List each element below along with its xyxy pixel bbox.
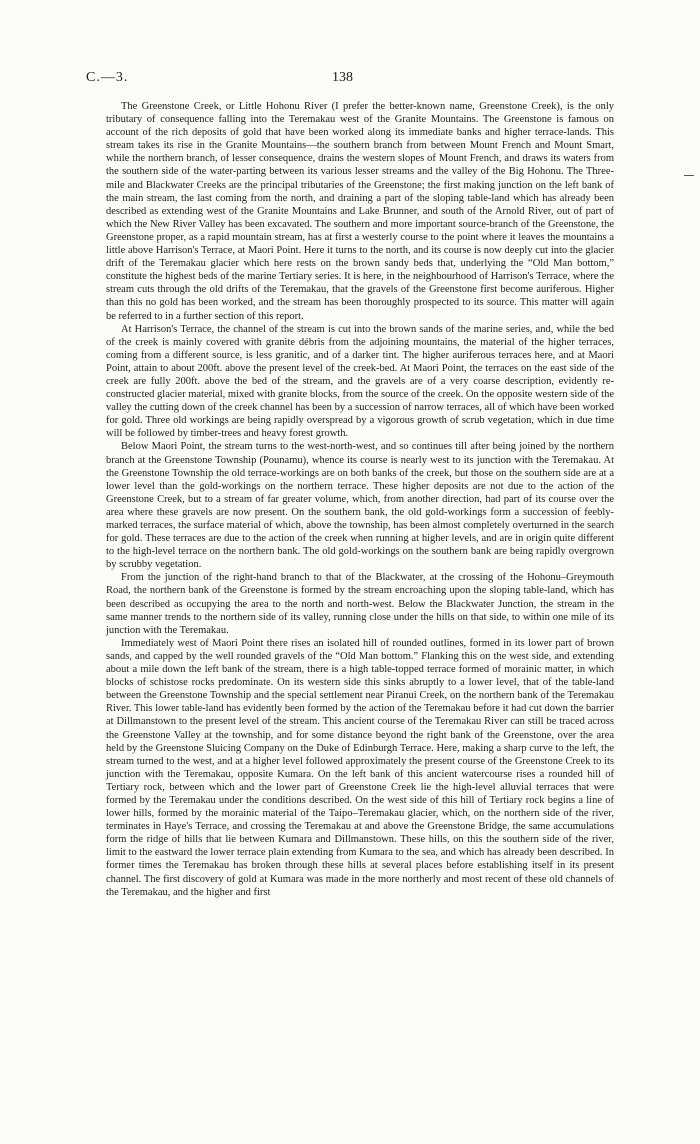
paragraph-greenstone-creek: The Greenstone Creek, or Little Hohonu River (I prefer the better-known name, Greenstone Creek), is the only tributary of consequence falling into the Teremakau west of the Granite Mountains. The Greenstone is famous on account of the rich deposits of gold that have been worked along its immediate banks and higher terrace-lands. This stream takes its rise in the Granite Mountains—the southern branch from between Mount French and Mount Smart, while the northern branch, of lesser consequence, drains the western slopes of Mount French, and draws its waters from the southern side of the water-parting between its various lesser streams and the valley of the Big Hohonu. The Three-mile and Blackwater Creeks are the principal tributaries of the Greenstone; the first making junction on the left bank of the main stream, the last coming from the north, and draining a part of the sloping table-land which has already been described as extending west of the Granite Mountains and Lake Brunner, and south of the Arnold River, out of part of which the New River Valley has been excavated. The southern and more important source-branch of the Greenstone, the Greenstone proper, as a rapid mountain stream, has at first a westerly course to the point where it leaves the mountains a little above Harrison's Terrace, at Maori Point. Here it turns to the north, and its course is now deeply cut into the glacier drift of the Teremakau glacier which here rests on the brown sandy beds that, underlying the “Old Man bottom,” constitute the highest beds of the marine Tertiary series. It is here, in the neighbourhood of Harrison's Terrace, where the stream cuts through the old drifts of the Teremakau, that the gravels of the Greenstone first become auriferous. Higher than this no gold has been worked, and the stream has been thoroughly prospected to its source. This matter will again be referred to in a further section of this report.	[106, 101, 614, 322]
report-reference: C.—3.	[86, 70, 129, 85]
paragraph-west-of-maori-point: Immediately west of Maori Point there rises an isolated hill of rounded outlines, formed in its lower part of brown sands, and capped by the well rounded gravels of the “Old Man bottom.” Flanking this on the west side, and extending about a mile down the left bank of the stream, there is a high table-topped terrace formed of morainic matter, in which blocks of schistose rocks predominate. On its western side this sinks abruptly to a lower level, that of the table-land between the Greenstone Township and the special settlement near Piranui Creek, on the northern bank of the Teremakau River. This lower table-land has evidently been formed by the action of the Teremakau before it had cut down the barrier at Dillmanstown to the present level of the stream. This ancient course of the Teremakau River can still be traced across the Greenstone Valley at the township, and for some distance beyond the right bank of the Greenstone, over the area held by the Greenstone Sluicing Company on the Duke of Edinburgh Terrace. Here, making a sharp curve to the left, the stream turned to the west, and at a higher level followed approximately the present course of the Greenstone Creek to its junction with the Teremakau, opposite Kumara. On the left bank of this ancient watercourse rises a rounded hill of Tertiary rock, between which and the lower part of Greenstone Creek lie the high-level alluvial terraces that were formed by the Teremakau under the conditions described. On the west side of this hill of Tertiary rock begins a line of lower hills, formed by the morainic material of the Taipo–Teremakau glacier, which, on the northern side of the river, terminates in Haye's Terrace, and crossing the Teremakau at and above the Greenstone Bridge, the same accumulations form the ridge of hills that lie between Kumara and Dillmanstown. These hills, on this the southern side of the river, limit to the eastward the lower terrace plain extending from Kumara to the sea, and which has already been described. In former times the Teremakau has broken through these hills at several places before establishing itself in its present channel. The first discovery of gold at Kumara was made in the more northerly and most recent of these old channels of the Teremakau, and the higher and first	[106, 637, 614, 898]
paragraph-blackwater-junction: From the junction of the right-hand branch to that of the Blackwater, at the crossing of the Hohonu–Greymouth Road, the northern bank of the Greenstone is formed by the stream encroaching upon the sloping table-land, which has been described as occupying the area to the north and north-west. Below the Blackwater Junction, the stream in the same manner trends to the northern side of its valley, running close under the hills on that side, to within one mile of its junction with the Teremakau.	[106, 572, 614, 636]
body-text	[106, 100, 614, 899]
page-number: 138	[332, 70, 353, 85]
margin-mark	[684, 175, 694, 176]
paragraph-below-maori-point: Below Maori Point, the stream turns to the west-north-west, and so continues till after being joined by the northern branch at the Greenstone Township (Pounamu), whence its course is nearly west to its junction with the Teremakau. At the Greenstone Township the old terrace-workings are on both banks of the creek, but those on the southern side are at a lower level than the gold-workings on the northern terrace. These higher deposits are not due to the action of the Greenstone Creek, but to a stream of far greater volume, which, from another direction, had part of its course over the area where these gravels are now present. On the southern bank, the old gold-workings form a succession of feebly-marked terraces, the surface material of which, above the township, has been almost completely overturned in the search for gold. These terraces are due to the action of the creek when running at higher levels, and are in origin quite different to the high-level terrace on the northern bank. The old gold-workings on the southern bank are being rapidly overgrown by scrubby vegetation.	[106, 441, 614, 571]
paragraph-harrisons-terrace: At Harrison's Terrace, the channel of the stream is cut into the brown sands of the marine series, and, while the bed of the creek is mainly covered with granite débris from the adjoining mountains, the material of the higher terraces, coming from a different source, is less granitic, and of a darker tint. The higher auriferous terraces here, and at Maori Point, attain to about 200ft. above the present level of the creek-bed. At Maori Point, the terraces on the east side of the creek are fully 200ft. above the bed of the stream, and the gravels are of a very coarse description, evidently re-constructed glacier material, mixed with granite blocks, from the source of the creek. On the opposite western side of the valley the cutting down of the creek channel has been by a succession of narrow terraces, all of which have been worked for gold. Three old workings are being rapidly overspread by a vigorous growth of scrub vegetation, which in due time will be followed by timber-trees and heavy forest growth.	[106, 323, 614, 440]
page-header	[86, 70, 614, 86]
